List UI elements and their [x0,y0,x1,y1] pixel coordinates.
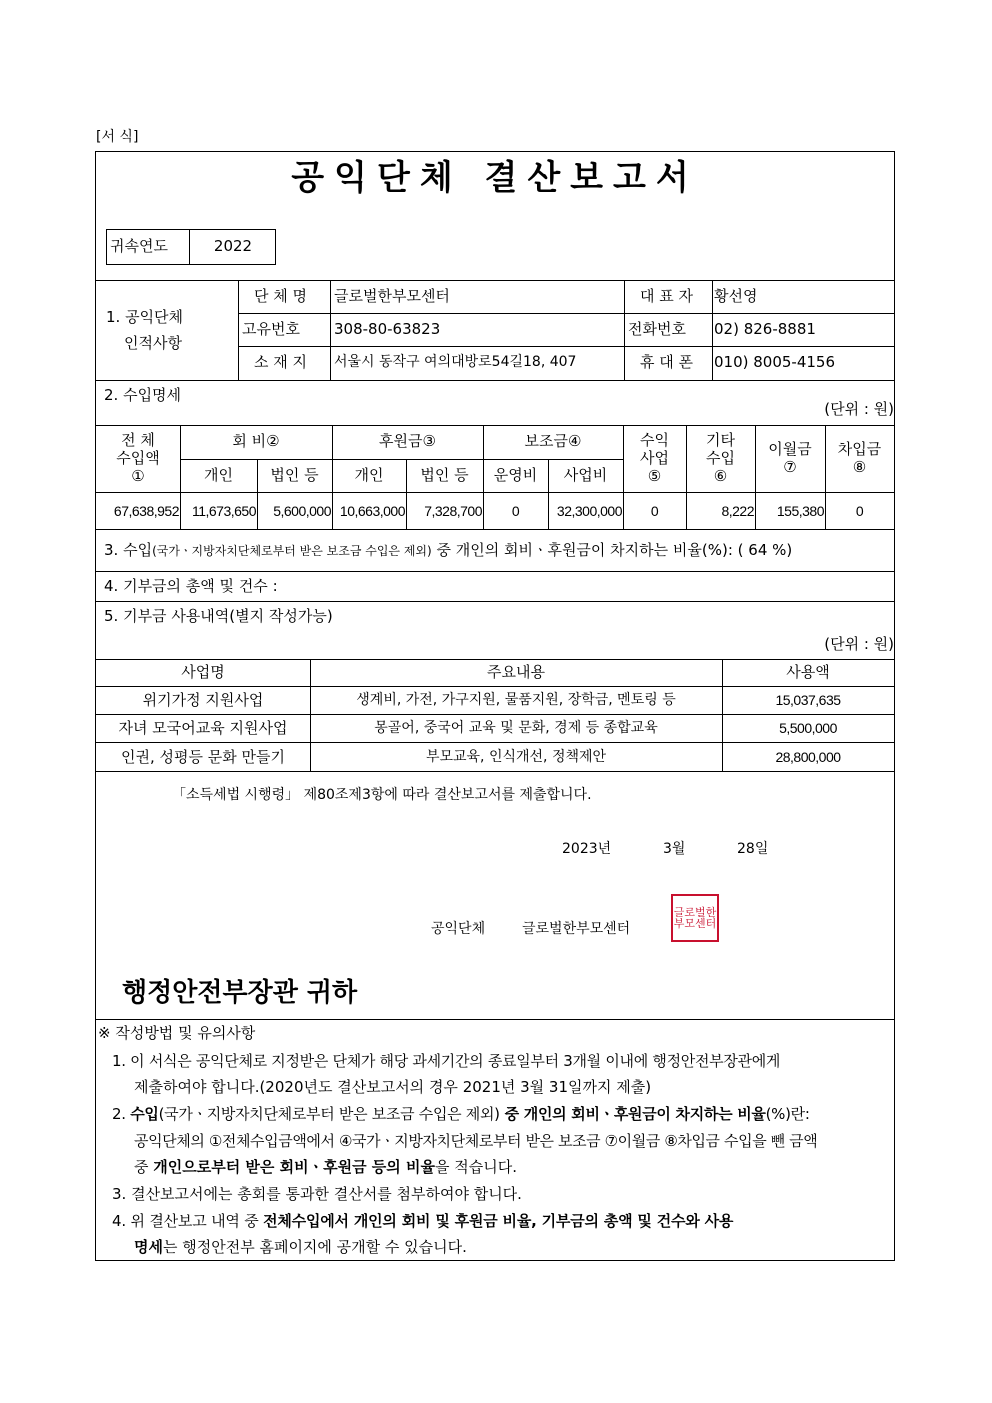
hdr-subsidy: 보조금④ [524,432,582,450]
section1-label: 1. 공익단체 [106,308,184,326]
note-2 [112,1107,810,1122]
note-2-cont2-pre: 중 [134,1158,154,1176]
note-2-end: (%)란: [765,1105,810,1123]
note-2-cont: 공익단체의 ①전체수입금액에서 ④국가ㆍ지방자치단체로부터 받은 보조금 ⑦이월금 ⑧차입금 수입을 뺀 금액 [134,1132,818,1150]
recipient: 행정안전부장관 귀하 [122,978,358,1008]
hdr-profit-3: ⑤ [647,467,662,485]
hdr-dues-individual: 개인 [204,466,233,484]
year-label: 귀속연도 [110,237,168,255]
hdr-dues: 회 비② [232,432,280,450]
val-loan: 0 [855,503,864,519]
usage-row-amount: 28,800,000 [775,749,841,765]
note-1: 1. 이 서식은 공익단체로 지정받은 단체가 해당 과세기간의 종료일부터 3개월 이내에 행정안전부장관에게 [112,1052,781,1070]
signer-label: 공익단체 [431,921,486,937]
mobile-value: 010) 8005-4156 [714,353,836,371]
hdr-donation-individual: 개인 [354,466,384,484]
year-value: 2022 [213,237,253,255]
note-4-cont [134,1240,467,1255]
usage-row-content: 부모교육, 인식개선, 정책제안 [425,749,607,765]
usage-row-amount: 5,500,000 [779,720,837,736]
hdr-donation: 후원금③ [379,432,436,450]
hdr-other-3: ⑥ [713,467,728,485]
id-value: 308-80-63823 [334,320,441,338]
usage-hdr-content: 주요내용 [487,663,545,681]
date-year: 2023년 [562,841,612,857]
usage-row-project: 위기가정 지원사업 [142,691,264,709]
address-value: 서울시 동작구 여의대방로54길18, 407 [334,354,577,370]
hdr-subsidy-business: 사업비 [563,466,608,484]
note-1-cont: 제출하여야 합니다.(2020년도 결산보고서의 경우 2021년 3월 31일까지 제출) [134,1078,652,1096]
note-2-bold2: 중 개인의 회비ㆍ후원금이 차지하는 비율 [499,1105,766,1123]
phone-value: 02) 826-8881 [714,320,816,338]
phone-label: 전화번호 [628,320,686,338]
section3-prefix: 3. 수입 [104,541,153,559]
hdr-carry-2: ⑦ [783,458,797,476]
hdr-other-2: 수입 [706,449,735,467]
val-donation-corporate: 7,328,700 [424,503,482,519]
note-4-cont-end: 는 행정안전부 홈페이지에 공개할 수 있습니다. [162,1238,467,1256]
form-label: [서 식] [96,129,139,145]
note-4-bold: 전체수입에서 개인의 회비 및 후원금 비율, 기부금의 총액 및 건수와 사용 [263,1212,734,1230]
note-4-pre: 4. 위 결산보고 내역 중 [112,1212,264,1230]
note-3: 3. 결산보고서에는 총회를 통과한 결산서를 첨부하여야 합니다. [112,1185,522,1203]
notes-title: ※ 작성방법 및 유의사항 [98,1024,256,1042]
mobile-label: 휴 대 폰 [640,353,694,371]
date-day: 28일 [737,841,769,857]
section3-suffix: 중 개인의 회비ㆍ후원금이 차지하는 비율(%): ( 64 %) [431,541,793,559]
usage-hdr-project: 사업명 [181,663,225,681]
page-title: 공익단체 결산보고서 [291,158,699,198]
val-donation-individual: 10,663,000 [339,503,405,519]
date-month: 3월 [663,841,686,857]
org-name-label: 단 체 명 [254,287,308,305]
hdr-loan: 차입금 [837,440,882,458]
declaration: 「소득세법 시행령」 제80조제3항에 따라 결산보고서를 제출합니다. [172,787,592,803]
val-total: 67,638,952 [113,503,179,519]
note-2-mid: (국가ㆍ지방자치단체로부터 받은 보조금 수입은 제외) [158,1105,500,1123]
usage-row-content: 몽골어, 중국어 교육 및 문화, 경제 등 종합교육 [374,720,658,736]
note-2-bold1: 수입 [130,1105,159,1123]
hdr-total: 전 체 [121,431,155,449]
section2-unit: (단위 : 원) [824,400,894,418]
hdr-other: 기타 [706,431,735,449]
section3-small: (국가ㆍ지방자치단체로부터 받은 보조금 수입은 제외) [152,544,432,558]
hdr-total-2: 수입액 [116,449,160,467]
usage-hdr-amount: 사용액 [786,663,830,681]
note-4-cont-bold: 명세 [134,1238,163,1256]
section2-label: 2. 수입명세 [104,386,182,404]
usage-row-project: 자녀 모국어교육 지원사업 [118,719,288,737]
organization-seal: 글로벌한부모센터 [671,894,719,942]
hdr-donation-corporate: 법인 등 [420,466,469,484]
note-2-cont2-bold: 개인으로부터 받은 회비ㆍ후원금 등의 비율 [153,1158,435,1176]
val-subsidy-business: 32,300,000 [556,503,622,519]
hdr-profit-2: 사업 [640,449,669,467]
usage-row-content: 생계비, 가전, 가구지원, 물품지원, 장학금, 멘토링 등 [356,692,676,708]
note-4 [112,1214,733,1229]
hdr-profit: 수익 [640,431,669,449]
section5-label: 5. 기부금 사용내역(별지 작성가능) [104,607,333,625]
val-other: 8,222 [721,503,754,519]
val-carry: 155,380 [776,503,824,519]
val-dues-individual: 11,673,650 [191,503,256,519]
val-profit: 0 [650,503,659,519]
note-2-num: 2. [112,1105,126,1123]
address-label: 소 재 지 [254,353,308,371]
id-label: 고유번호 [242,320,300,338]
note-2-cont2-end: 을 적습니다. [434,1158,517,1176]
hdr-loan-2: ⑧ [852,458,867,476]
signer-name: 글로벌한부모센터 [522,921,631,937]
hdr-dues-corporate: 법인 등 [270,466,319,484]
usage-row-project: 인권, 성평등 문화 만들기 [121,748,285,766]
section4-label: 4. 기부금의 총액 및 건수 : [104,577,278,595]
rep-value: 황선영 [714,287,758,305]
val-dues-corporate: 5,600,000 [273,503,331,519]
org-name-value: 글로벌한부모센터 [334,287,450,305]
hdr-total-3: ① [131,467,145,485]
section3-line [104,543,792,558]
val-subsidy-operating: 0 [511,503,520,519]
hdr-carry: 이월금 [768,440,812,458]
usage-row-amount: 15,037,635 [775,692,841,708]
section1-label-sub: 인적사항 [124,334,182,352]
hdr-subsidy-operating: 운영비 [493,466,538,484]
rep-label: 대 표 자 [640,287,694,305]
section5-unit: (단위 : 원) [824,635,894,653]
note-2-cont2 [134,1160,517,1175]
